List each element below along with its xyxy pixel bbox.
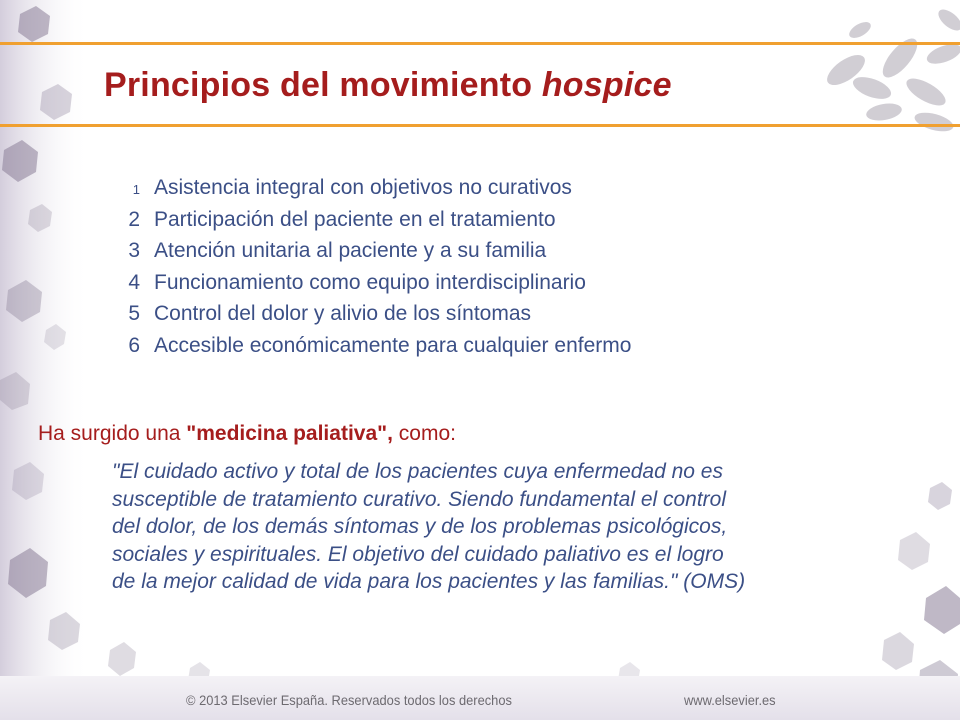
list-item-number: 1 <box>132 182 140 197</box>
intro-after: como: <box>392 422 456 445</box>
quote-line: sociales y espirituales. El objetivo del cuidado paliativo es el logro <box>112 542 724 566</box>
list-item-text: Control del dolor y alivio de los síntomas <box>154 302 532 326</box>
quote-line: de la mejor calidad de vida para los pacientes y las familias." (OMS) <box>112 570 746 594</box>
title-top-rule <box>0 42 960 45</box>
list-item-text: Accesible económicamente para cualquier enfermo <box>154 333 632 357</box>
list-item-number: 3 <box>128 239 140 263</box>
list-item-number: 4 <box>128 270 140 294</box>
list-item <box>104 302 631 334</box>
slide-title-text: Principios del movimiento <box>104 66 542 104</box>
list-item-number: 2 <box>128 207 140 231</box>
list-item-number: 6 <box>128 333 140 357</box>
list-item-text: Asistencia integral con objetivos no curativos <box>154 176 572 199</box>
intro-sentence <box>38 422 456 446</box>
intro-bold-term: "medicina paliativa", <box>186 422 393 445</box>
list-item-text: Funcionamiento como equipo interdisciplinario <box>154 270 586 294</box>
list-item <box>104 334 631 366</box>
footer-copyright: © 2013 Elsevier España. Reservados todos los derechos <box>186 692 512 708</box>
list-item-text: Participación del paciente en el tratamiento <box>154 207 556 231</box>
slide-title-emphasis: hospice <box>541 66 672 104</box>
principles-list <box>104 176 631 366</box>
quote-line: "El cuidado activo y total de los pacientes cuya enfermedad no es <box>112 460 723 483</box>
quote-line: del dolor, de los demás síntomas y de los problemas psicológicos, <box>112 515 728 539</box>
list-item <box>104 239 631 271</box>
intro-before: Ha surgido una <box>38 422 187 445</box>
slide-title <box>104 66 672 105</box>
title-bottom-rule <box>0 124 960 127</box>
list-item-text: Atención unitaria al paciente y a su familia <box>154 239 547 263</box>
list-item <box>104 271 631 303</box>
list-item <box>104 208 631 240</box>
quote-line: susceptible de tratamiento curativo. Siendo fundamental el control <box>112 487 727 511</box>
oms-definition-quote <box>112 458 932 596</box>
list-item <box>104 176 631 208</box>
list-item-number: 5 <box>128 302 140 326</box>
footer-website-link[interactable]: www.elsevier.es <box>684 692 776 708</box>
